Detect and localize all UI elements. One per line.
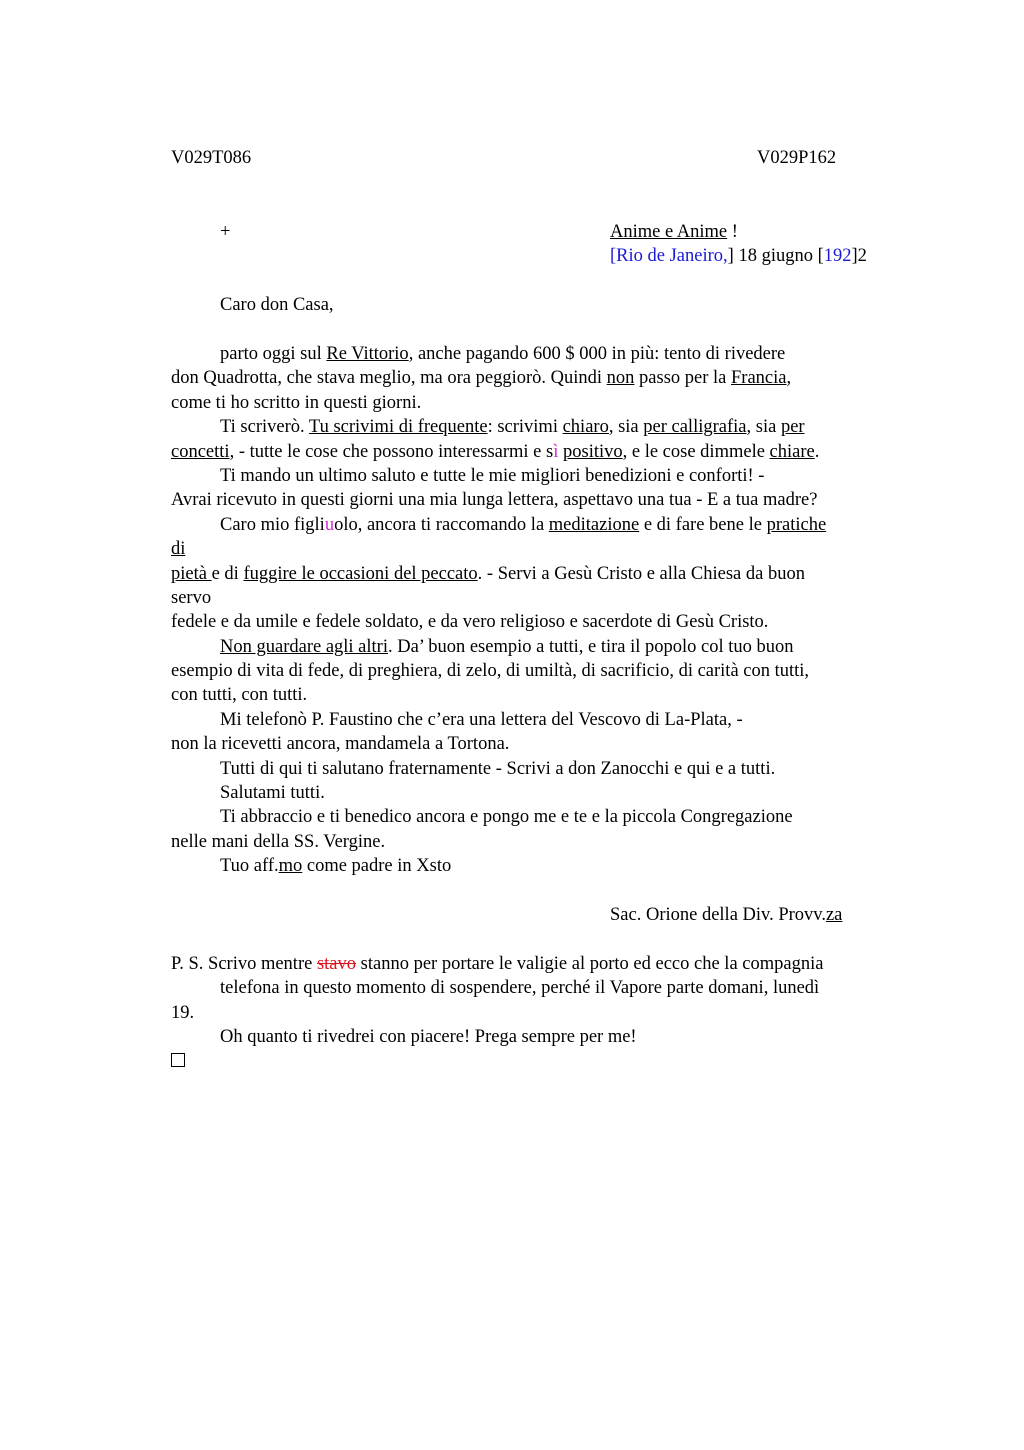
p9-line2: nelle mani della SS. Vergine. [171,831,386,852]
bracket-open: [ [610,246,617,266]
p3-line1: Ti mando un ultimo saluto e tutte le mie migliori benedizioni e conforti! - [220,465,765,486]
end-mark-row [171,1049,911,1073]
p4-line3: pietà e di fuggire le occasioni del peccato. - Servi a Gesù Cristo e alla Chiesa da buon [171,563,805,584]
place-name: Rio de Janeiro, [616,246,728,266]
motto-suffix: ! [727,222,738,242]
p9-line1: Ti abbraccio e ti benedico ancora e pongo me e te e la piccola Congregazione [220,807,793,828]
p6-line2: non la ricevetti ancora, mandamela a Tortona. [171,734,510,755]
p4-line5: fedele e da umile e fedele soldato, e da vero religioso e sacerdote di Gesù Cristo. [171,612,769,633]
p1-line3: come ti ho scritto in questi giorni. [171,392,422,413]
p4-line4: servo [171,587,212,608]
header-left-code: V029T086 [171,148,252,168]
heading-motto [610,220,738,244]
p2-line1: Ti scriverò. Tu scrivimi di frequente: scrivimi chiaro, sia per calligrafia, sia per [220,417,805,438]
end-box-icon [171,1053,185,1067]
heading-date [610,244,867,268]
p6-line1: Mi telefonò P. Faustino che c’era una lettera del Vescovo di La-Plata, - [220,709,743,730]
p2-line2: concetti, - tutte le cose che possono interessarmi e sì positivo, e le cose dimmele chiare. [171,441,820,462]
closing-line: Tuo aff.mo come padre in Xsto [220,856,452,877]
motto-text: Anime e Anime [610,222,728,242]
year-part: 192 [823,246,852,266]
p1-line1: parto oggi sul Re Vittorio, anche pagando 600 $ 000 in più: tento di rivedere [220,344,786,364]
p3-line2: Avrai ricevuto in questi giorni una mia lunga lettera, aspettavo una tua - E a tua madre? [171,490,818,511]
p4-line1: Caro mio figliuolo, ancora ti raccomando la meditazione e di fare bene le pratiche [220,514,827,535]
ps-line2: telefona in questo momento di sospendere, perché il Vapore parte domani, lunedì [220,978,820,999]
p1-line2: don Quadrotta, che stava meglio, ma ora peggiorò. Quindi non passo per la Francia, [171,368,792,389]
ps-line4: Oh quanto ti rivedrei con piacere! Prega sempre per me! [220,1026,637,1047]
date-mid: ] 18 giugno [ [727,246,824,266]
p5-line2: esempio di vita di fede, di preghiera, di zelo, di umiltà, di sacrificio, di carità con tutti, [171,661,810,682]
p5-line1: Non guardare agli altri. Da’ buon esempio a tutti, e tira il popolo col tuo buon [220,636,794,657]
p4-line2: di [171,539,186,560]
p8-line: Salutami tutti. [220,783,325,804]
letter-body [171,342,911,1074]
salutation: Caro don Casa, [220,295,334,315]
ps-line1: P. S. Scrivo mentre stavo stanno per portare le valigie al porto ed ecco che la compagnia [171,953,824,974]
ps-line3: 19. [171,1002,195,1023]
signature: Sac. Orione della Div. Provv.za [610,904,843,925]
p5-line3: con tutti, con tutti. [171,685,308,706]
p7-line: Tutti di qui ti salutano fraternamente - Scrivi a don Zanocchi e qui e a tutti. [220,758,776,779]
header-right-code: V029P162 [757,148,837,168]
cross-mark: + [220,222,231,242]
year-tail: ]2 [851,246,867,266]
